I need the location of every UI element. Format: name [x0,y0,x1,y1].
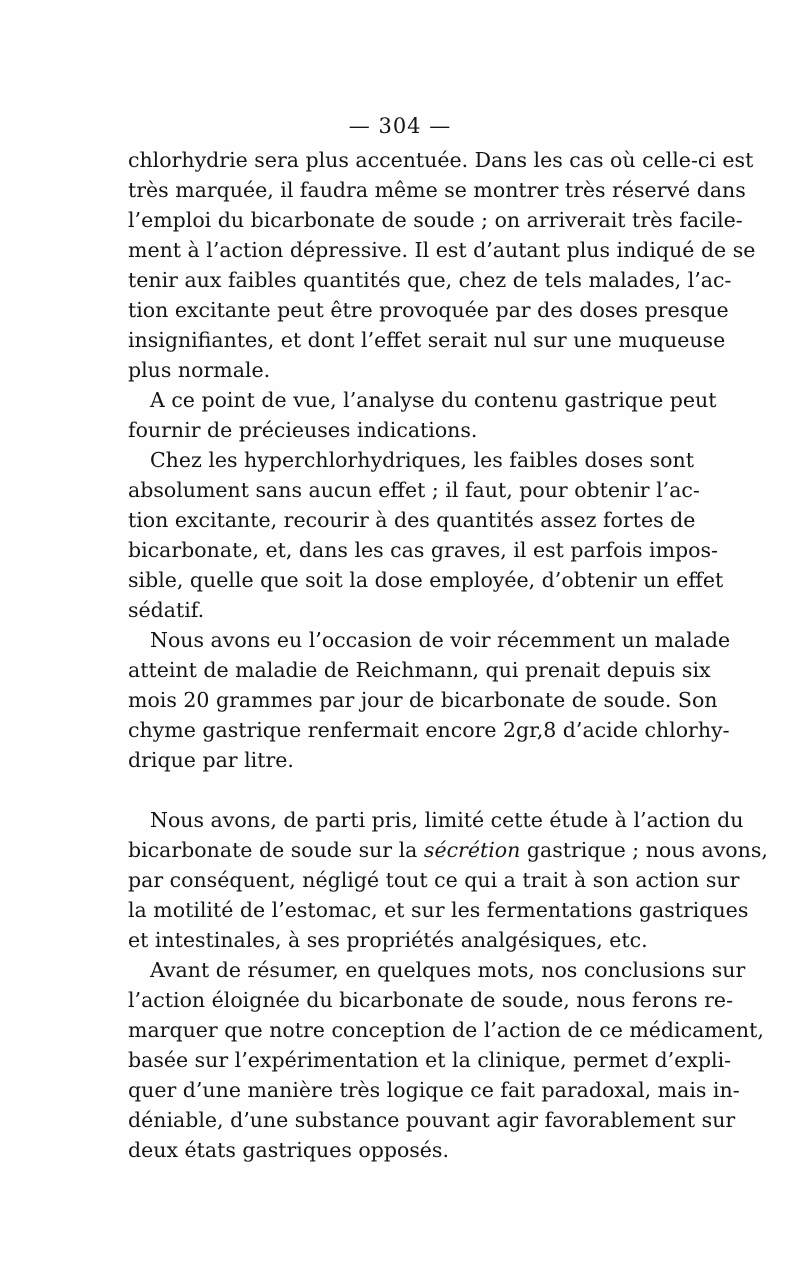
text-line: très marquée, il faudra même se montrer très réservé dans [128,178,746,202]
text-line: l’action éloignée du bicarbonate de soude, nous ferons re- [128,988,733,1012]
text-line: drique par litre. [128,748,294,772]
text-line: deux états gastriques opposés. [128,1138,449,1162]
text-line-with-italic [128,835,768,865]
text-line: Nous avons eu l’occasion de voir récemment un malade [150,628,731,652]
text-line: Chez les hyperchlorhydriques, les faibles doses sont [150,448,694,472]
italic-word: sécrétion [423,838,521,862]
text-segment: gastrique ; nous avons, [526,838,768,862]
text-line: insignifiantes, et dont l’effet serait nul sur une muqueuse [128,328,726,352]
text-line: mois 20 grammes par jour de bicarbonate de soude. Son [128,688,718,712]
text-line: plus normale. [128,358,271,382]
text-line: atteint de maladie de Reichmann, qui prenait depuis six [128,658,711,682]
text-segment: bicarbonate de soude sur la [128,838,418,862]
page-number: — 304 — [348,114,452,138]
text-line: bicarbonate, et, dans les cas graves, il est parfois impos- [128,538,718,562]
text-line: quer d’une manière très logique ce fait paradoxal, mais in- [128,1078,740,1102]
text-line: par conséquent, négligé tout ce qui a trait à son action sur [128,868,740,892]
text-line: tenir aux faibles quantités que, chez de tels malades, l’ac- [128,268,732,292]
text-line: déniable, d’une substance pouvant agir favorablement sur [128,1108,736,1132]
text-line: fournir de précieuses indications. [128,418,478,442]
text-line: basée sur l’expérimentation et la clinique, permet d’expli- [128,1048,732,1072]
text-line: A ce point de vue, l’analyse du contenu gastrique peut [150,388,717,412]
text-line: Avant de résumer, en quelques mots, nos conclusions sur [150,958,746,982]
text-line: tion excitante peut être provoquée par des doses presque [128,298,729,322]
text-line: marquer que notre conception de l’action de ce médicament, [128,1018,764,1042]
text-line: absolument sans aucun effet ; il faut, pour obtenir l’ac- [128,478,700,502]
text-line: chyme gastrique renfermait encore 2gr,8 d’acide chlorhy- [128,718,730,742]
text-line: et intestinales, à ses propriétés analgésiques, etc. [128,928,648,952]
text-line: chlorhydrie sera plus accentuée. Dans les cas où celle-ci est [128,148,754,172]
text-line: la motilité de l’estomac, et sur les fermentations gastriques [128,898,749,922]
text-line: sédatif. [128,598,205,622]
text-line: ment à l’action dépressive. Il est d’autant plus indiqué de se [128,238,756,262]
text-line: sible, quelle que soit la dose employée, d’obtenir un effet [128,568,724,592]
text-line: l’emploi du bicarbonate de soude ; on arriverait très facile- [128,208,743,232]
text-line: Nous avons, de parti pris, limité cette étude à l’action du [150,808,744,832]
text-line: tion excitante, recourir à des quantités assez fortes de [128,508,696,532]
